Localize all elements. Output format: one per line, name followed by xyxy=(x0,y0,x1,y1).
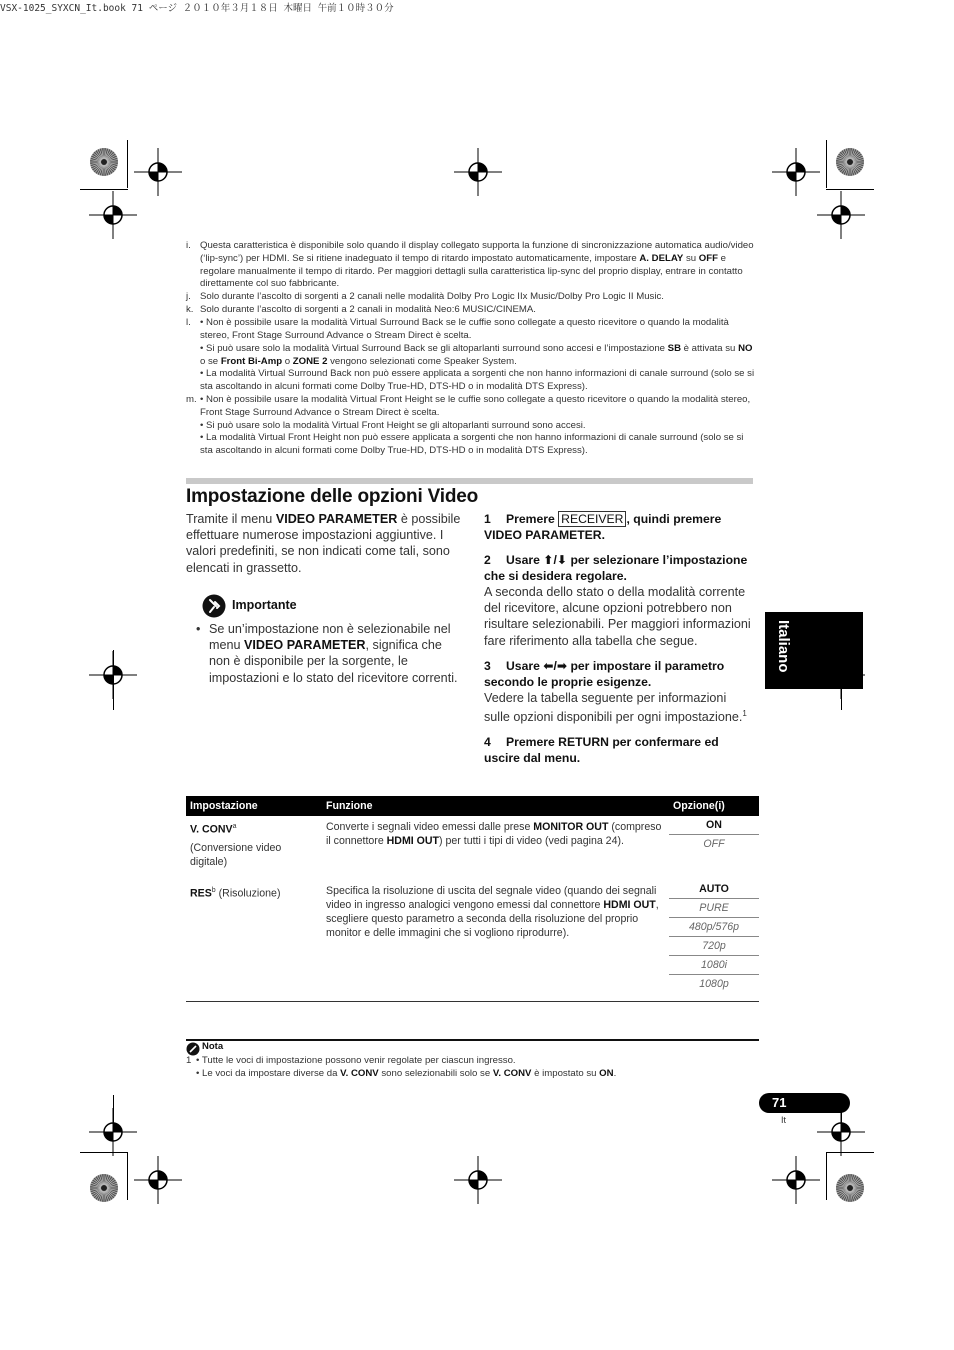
footnote-label: i. xyxy=(186,240,191,251)
crop-line xyxy=(826,1152,827,1200)
registration-mark xyxy=(772,148,820,196)
language-code: It xyxy=(781,1115,787,1125)
registration-mark xyxy=(454,148,502,196)
important-label: Importante xyxy=(232,598,297,612)
registration-mark xyxy=(134,1156,182,1204)
nota-label: Nota xyxy=(202,1041,224,1052)
options-cell: AUTO PURE 480p/576p 720p 1080i 1080p xyxy=(669,873,759,1001)
footnote-j: j. Solo durante l’ascolto di sorgenti a 2 canali nelle modalità Dolby Pro Logic IIx Music/Dolby Pro Logic II Music. xyxy=(186,291,664,302)
footnote-l: l. • Non è possibile usare la modalità Virtual Surround Back se le cuffie sono collegate a questo ricevitore o quando la modalità stereo, Front Stage Surround Advance o Stream Direct è scelta. xyxy=(186,317,729,341)
footnote-k: k. Solo durante l’ascolto di sorgenti a 2 canali in modalità Neo:6 MUSIC/CINEMA. xyxy=(186,304,536,315)
crop-line xyxy=(826,140,827,188)
footnote-l-2: • Si può usare solo la modalità Virtual Surround Back se gli altoparlanti surround sono accesi e l’impostazione SB è attivata su NO o se Front Bi-Amp o ZONE 2 vengono selezionati come Speaker System. xyxy=(200,343,753,367)
crop-line xyxy=(113,650,114,710)
language-side-tab-label: Italiano xyxy=(775,620,792,673)
footnote-i: i. Questa caratteristica è disponibile solo quando il display collegato supporta la funzione di sincronizzazione automatica audio/video (‘lip-sync’) per HDMI. Se si ritiene inadeguato il tempo di ritardo impostato automaticamente, impostare A. DELAY su OFF e regolare manualmente il tempo di ritardo. Per maggiori dettagli sulla caratteristica lip-sync del proprio display, entrare in contatto direttamente col suo fabbricante. xyxy=(186,240,754,290)
steps-column xyxy=(484,511,754,766)
crop-line xyxy=(127,1152,128,1200)
crop-line xyxy=(127,140,128,188)
registration-mark xyxy=(89,191,137,239)
video-options-table xyxy=(186,796,759,1002)
note-1: 1 • Tutte le voci di impostazione possono venir regolate per ciascun ingresso. xyxy=(186,1055,516,1066)
table-row xyxy=(186,816,759,873)
crop-line xyxy=(80,1152,128,1153)
nota-icon xyxy=(186,1042,200,1056)
nota-rule xyxy=(186,1039,759,1041)
step-4: 4 Premere RETURN per confermare ed uscire dal menu. xyxy=(484,735,719,766)
col-header-options: Opzione(i) xyxy=(669,796,759,816)
table-row xyxy=(186,873,759,1001)
note-2: • Le voci da impostare diverse da V. CONV sono selezionabili solo se V. CONV è impostato su ON. xyxy=(196,1068,617,1079)
section-title: Impostazione delle opzioni Video xyxy=(186,486,479,507)
color-target-mark xyxy=(89,1173,119,1203)
color-target-mark xyxy=(835,147,865,177)
step-2: 2 Usare ⬆/⬇ per selezionare l’impostazione che si desidera regolare. xyxy=(484,553,748,583)
col-header-function: Funzione xyxy=(322,796,669,816)
footnote-m-3: • La modalità Virtual Front Height non può essere applicata a sorgenti che non hanno informazioni di canale surround (solo se si sta ascoltando in alcuni formati come Dolby True-HD, DTS-HD o in modalità DTS Express). xyxy=(200,432,744,456)
function-cell: Converte i segnali video emessi dalle prese MONITOR OUT (compreso il connettore HDMI OUT) per tutti i tipi di video (vedi pagina 24). xyxy=(326,821,662,847)
step-3: 3 Usare ⬅/➡ per impostare il parametro secondo le proprie esigenze. xyxy=(484,658,725,689)
important-icon xyxy=(202,594,226,618)
footnote-m: m. • Non è possibile usare la modalità Virtual Front Height se le cuffie sono collegate a questo ricevitore o quando la modalità stereo, Front Stage Surround Advance o Stream Direct è scelta. xyxy=(186,394,751,418)
registration-mark xyxy=(772,1156,820,1204)
crop-line xyxy=(826,1152,874,1153)
col-header-setting: Impostazione xyxy=(186,796,322,816)
section-rule xyxy=(186,478,753,484)
step-3-body: Vedere la tabella seguente per informazioni sulle opzioni disponibili per ogni impostazione.$^1$ xyxy=(484,690,747,725)
setting-cell: RES$^b$ (Risoluzione) xyxy=(190,886,281,900)
up-down-arrows-icon: ⬆/⬇ xyxy=(543,553,568,567)
step-1: 1 Premere RECEIVER , quindi premere VIDEO PARAMETER. xyxy=(484,512,722,542)
important-bullet: • Se un’impostazione non è selezionabile nel menu VIDEO PARAMETER, significa che non è disponibile per la sorgente, le impostazioni e lo stato del ricevitore correnti. xyxy=(196,622,458,685)
options-cell: ON OFF xyxy=(669,816,759,873)
crop-line xyxy=(826,189,874,190)
intro-paragraph: Tramite il menu VIDEO PARAMETER è possibile effettuare numerose impostazioni aggiuntive. I valori predefiniti, se non indicati come tali, sono elencati in grassetto. xyxy=(186,512,461,575)
crop-line xyxy=(80,189,128,190)
registration-mark xyxy=(817,191,865,239)
print-header: VSX-1025_SYXCN_It.book 71 ページ ２０１０年３月１８日 木曜日 午前１０時３０分 xyxy=(0,3,394,14)
setting-cell: V. CONV$^a$ (Conversione video digitale) xyxy=(190,823,282,868)
footnote-m-2: • Si può usare solo la modalità Virtual Front Height se gli altoparlanti surround sono accesi. xyxy=(200,420,586,431)
receiver-key: RECEIVER xyxy=(558,511,626,527)
footnote-l-3: • La modalità Virtual Surround Back non può essere applicata a sorgenti che non hanno informazioni di canale surround (solo se si sta ascoltando in alcuni formati come Dolby True-HD, DTS-HD o in modalità DTS Express). xyxy=(200,368,755,392)
function-cell: Specifica la risoluzione di uscita del segnale video (quando dei segnali video in ingresso analogici vengono emessi dal connettore HDMI OUT, scegliere questo parametro a seconda della risoluzione del proprio monitor e delle immagini che si vogliono riprodurre). xyxy=(326,884,659,939)
registration-mark xyxy=(134,148,182,196)
step-2-body: A seconda dello stato o della modalità corrente del ricevitore, alcune opzioni potrebbero non risultare selezionabili. Per maggiori informazioni fare riferimento alla tabella che segue. xyxy=(484,585,751,648)
crop-line xyxy=(113,1095,114,1125)
page-number-badge: 71 xyxy=(759,1093,850,1113)
color-target-mark xyxy=(835,1173,865,1203)
registration-mark xyxy=(454,1156,502,1204)
color-target-mark xyxy=(89,147,119,177)
left-right-arrows-icon: ⬅/➡ xyxy=(543,658,568,673)
